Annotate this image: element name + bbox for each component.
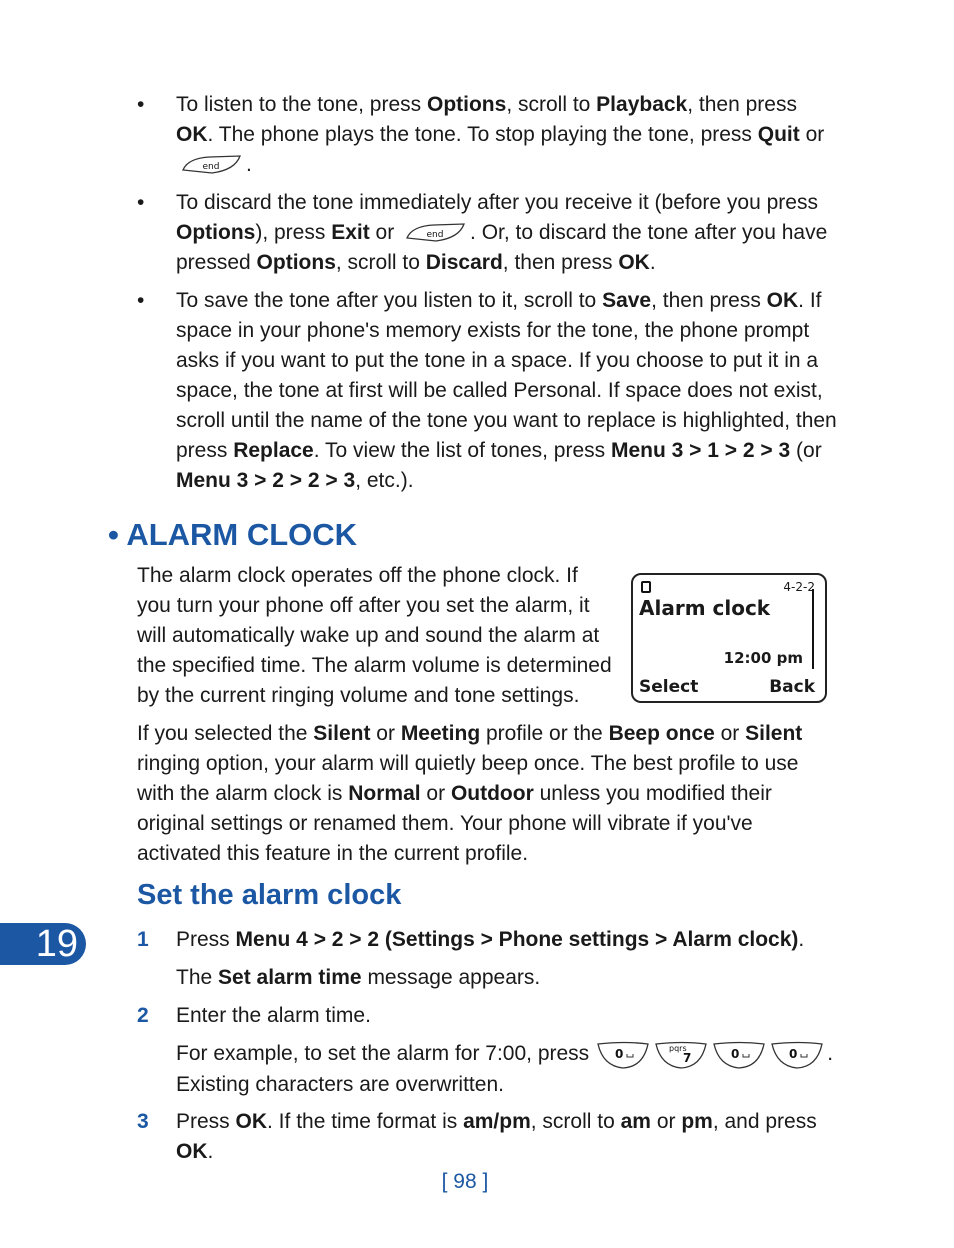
screen-left-softkey: Select bbox=[639, 677, 699, 697]
subsection-title: Set the alarm clock bbox=[137, 879, 402, 911]
end-key-label: end bbox=[426, 230, 444, 241]
screen-right-softkey: Back bbox=[769, 677, 815, 697]
key-0-icon bbox=[769, 1040, 825, 1070]
step-number: 1 bbox=[137, 928, 149, 951]
svg-text:0: 0 bbox=[615, 1046, 624, 1061]
key-0-icon bbox=[711, 1040, 767, 1070]
body-paragraph: If you selected the Silent or Meeting profile or the Beep once or Silent ringing option, your alarm will quietly beep once. The best profile to use with the alarm clock is Normal or Outdoor unless you modified their original settings or renamed them. Your phone will vibrate if you've activated this feature in the current profile. bbox=[137, 722, 803, 865]
step-1: 1 Press Menu 4 > 2 > 2 (Settings > Phone settings > Alarm clock). The Set alarm time message appears. bbox=[137, 925, 837, 993]
bullet-symbol: • bbox=[137, 191, 145, 214]
page-number: [ 98 ] bbox=[441, 1170, 489, 1193]
step-2: 2 Enter the alarm time. For example, to set the alarm for 7:00, press 0 pqrs 7 0 0 . Existing characters are overwritten. bbox=[137, 1001, 837, 1100]
key-7-icon bbox=[653, 1040, 709, 1070]
svg-text:0: 0 bbox=[731, 1046, 740, 1061]
screen-time: 12:00 pm bbox=[723, 649, 803, 667]
bullet-symbol: • bbox=[137, 93, 145, 116]
section-title: • ALARM CLOCK bbox=[108, 517, 358, 552]
end-key-icon bbox=[180, 154, 242, 176]
list-item: • To save the tone after you listen to it, scroll to Save, then press OK. If space in your phone's memory exists for the tone, the phone prompt asks if you want to put the tone in a space. If you choose to put it in a space, the tone at first will be called Personal. If space does not exist, scroll until the name of the tone you want to replace is highlighted, then press Replace. To view the list of tones, press Menu 3 > 1 > 2 > 3 (or Menu 3 > 2 > 2 > 3, etc.). bbox=[137, 286, 837, 496]
screen-title: Alarm clock bbox=[639, 596, 771, 620]
keypad-sequence bbox=[595, 1039, 827, 1069]
end-key-label: end bbox=[202, 162, 220, 173]
key-0-icon bbox=[595, 1040, 651, 1070]
bullet-list bbox=[137, 90, 837, 504]
chapter-tab: 19 bbox=[0, 923, 86, 965]
intro-paragraph: The alarm clock operates off the phone clock. If you turn your phone off after you set the alarm, it will automatically wake up and sound the alarm at the specified time. The alarm volume is determined by the current ringing volume and tone settings. bbox=[137, 564, 612, 707]
signal-icon bbox=[641, 581, 651, 593]
step-number: 3 bbox=[137, 1110, 149, 1133]
svg-text:7: 7 bbox=[683, 1050, 692, 1065]
scrollbar-icon bbox=[812, 589, 817, 669]
screen-menu-path: 4-2-2 bbox=[783, 580, 815, 594]
step-number: 2 bbox=[137, 1004, 149, 1027]
svg-text:0: 0 bbox=[789, 1046, 798, 1061]
end-key-icon bbox=[404, 222, 466, 244]
svg-text:pqrs: pqrs bbox=[669, 1043, 687, 1053]
step-3: 3 Press OK. If the time format is am/pm, scroll to am or pm, and press OK. bbox=[137, 1107, 837, 1167]
phone-screen-illustration bbox=[631, 573, 827, 703]
bullet-symbol: • bbox=[137, 289, 145, 312]
list-item: • To listen to the tone, press Options, scroll to Playback, then press OK. The phone plays the tone. To stop playing the tone, press Quit or end . bbox=[137, 90, 837, 180]
list-item: • To discard the tone immediately after you receive it (before you press Options), press Exit or end . Or, to discard the tone after you have pressed Options, scroll to Discard, then press OK. bbox=[137, 188, 837, 278]
